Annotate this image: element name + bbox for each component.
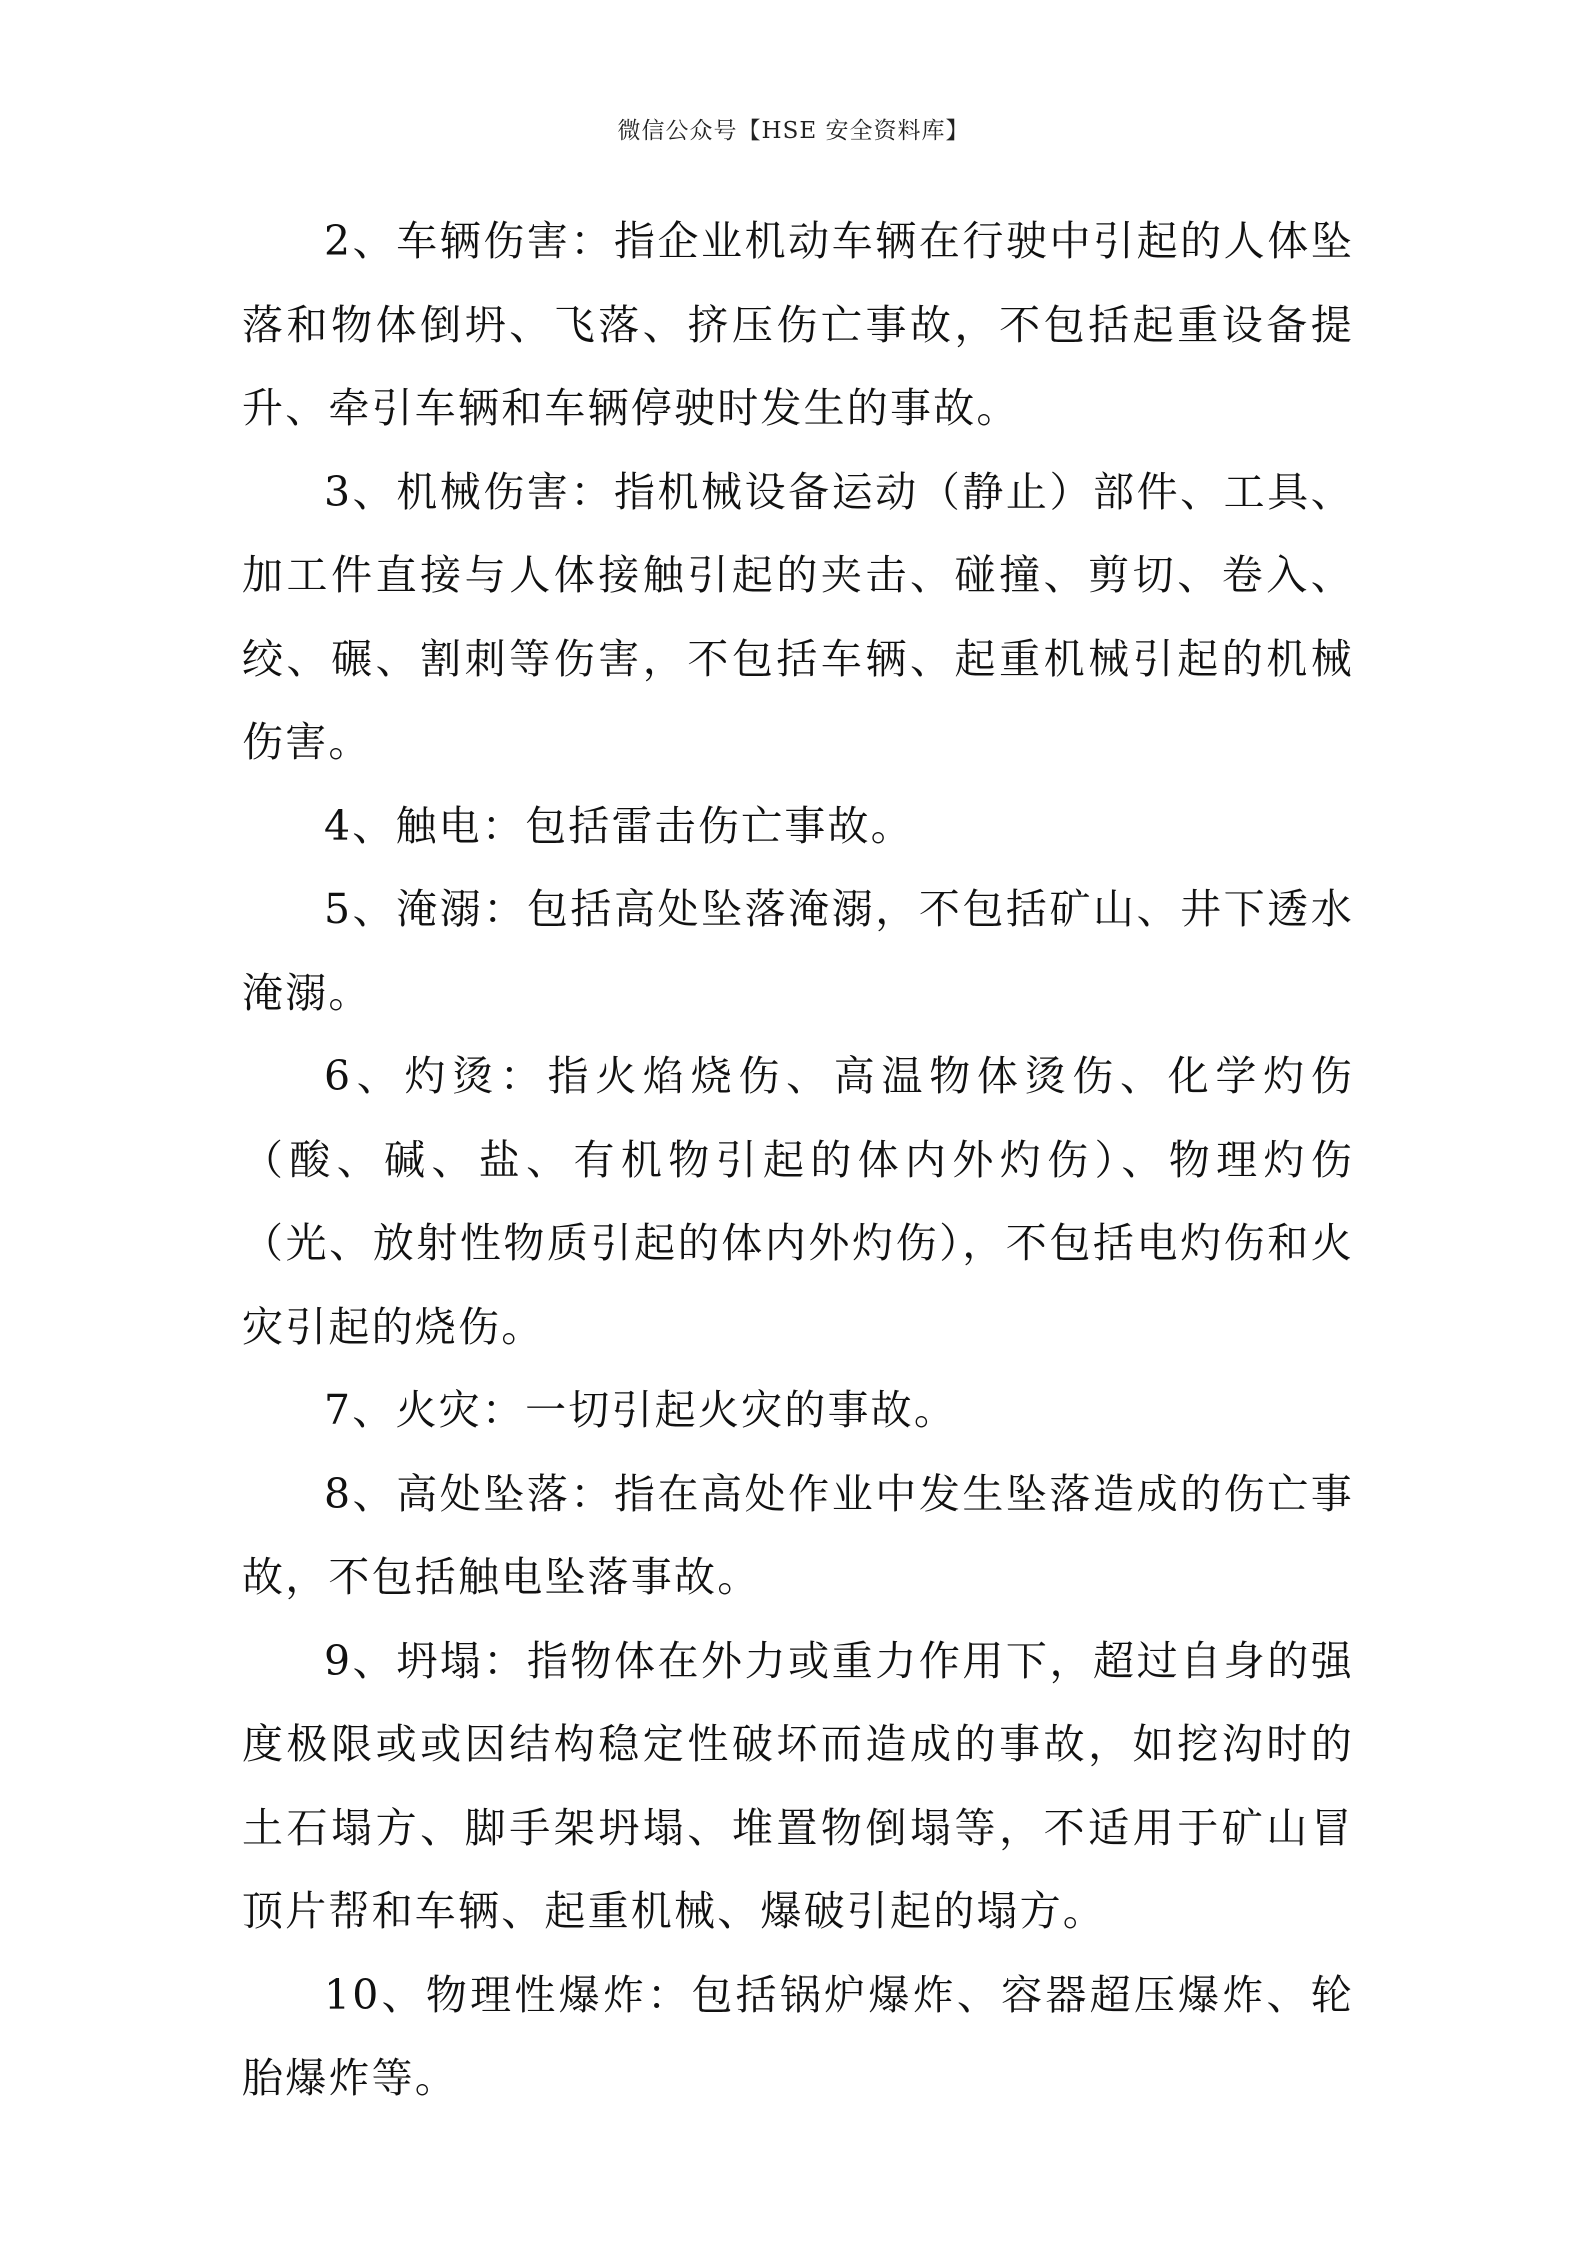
paragraph-electric-shock: 4、触电：包括雷击伤亡事故。 [324,801,914,850]
paragraph-fire: 7、火灾：一切引起火灾的事故。 [324,1386,958,1434]
paragraph-drowning: 5、淹溺：包括高处坠落淹溺，不包括矿山、井下透水淹溺。 [242,885,1354,1017]
paragraph-mechanical-injury: 3、机械伤害：指机械设备运动（静止）部件、工具、加工件直接与人体接触引起的夹击、碰撞、剪切、卷入、绞、碾、割刺等伤害，不包括车辆、起重机械引起的机械伤害。 [242,467,1354,766]
paragraph-collapse: 9、坍塌：指物体在外力或重力作用下，超过自身的强度极限或或因结构稳定性破坏而造成的事故，如挖沟时的土石塌方、脚手架坍塌、堆置物倒塌等，不适用于矿山冒顶片帮和车辆、起重机械、爆破引起的塌方。 [242,1636,1354,1935]
page-header: 微信公众号【HSE 安全资料库】 [617,118,970,144]
paragraph-physical-explosion: 10、物理性爆炸：包括锅炉爆炸、容器超压爆炸、轮胎爆炸等。 [242,1970,1354,2102]
paragraph-burns: 6、灼烫：指火焰烧伤、高温物体烫伤、化学灼伤（酸、碱、盐、有机物引起的体内外灼伤）、物理灼伤（光、放射性物质引起的体内外灼伤），不包括电灼伤和火灾引起的烧伤。 [242,1052,1354,1351]
paragraph-vehicle-injury: 2、车辆伤害：指企业机动车辆在行驶中引起的人体坠落和物体倒坍、飞落、挤压伤亡事故，不包括起重设备提升、牵引车辆和车辆停驶时发生的事故。 [242,217,1354,432]
paragraph-falling-from-height: 8、高处坠落：指在高处作业中发生坠落造成的伤亡事故，不包括触电坠落事故。 [242,1469,1354,1601]
document-body [242,200,1354,2121]
